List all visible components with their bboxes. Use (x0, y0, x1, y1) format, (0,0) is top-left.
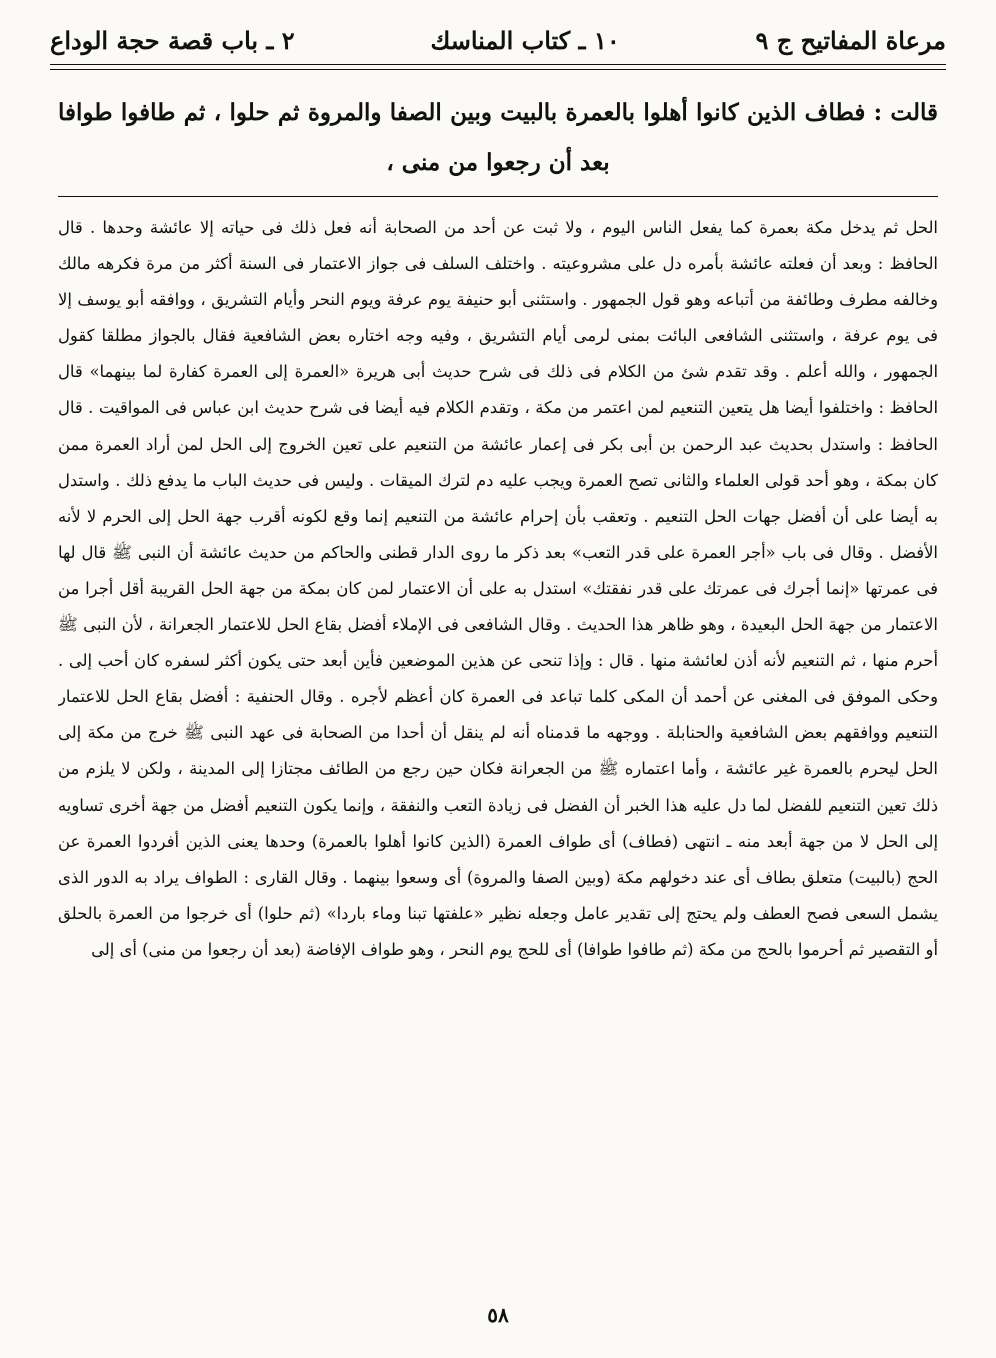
header-rule-top (50, 64, 946, 65)
header-book-title: مرعاة المفاتيح ج ٩ (755, 25, 946, 55)
header-chapter: ١٠ ـ كتاب المناسك (430, 25, 620, 55)
header-section: ٢ ـ باب قصة حجة الوداع (50, 25, 295, 55)
hadith-text: قالت : فطاف الذين كانوا أهلوا بالعمرة بالبيت وبين الصفا والمروة ثم حلوا ، ثم طافوا طوافا بعد أن رجعوا من منى ، (58, 99, 938, 176)
commentary-body (58, 210, 938, 1280)
page-number: ٥٨ (487, 1303, 509, 1327)
commentary-paragraph: الحل ثم يدخل مكة بعمرة كما يفعل الناس اليوم ، ولا ثبت عن أحد من الصحابة أنه فعل ذلك فى حياته إلا عائشة وحدها . قال الحافظ : وبعد أن فعلته عائشة بأمره دل على مشروعيته . واختلف السلف فى جواز الاعتمار فى السنة أكثر من مرة فكرهه مالك وخالفه مطرف وطائفة من أتباعه وهو قول الجمهور . واستثنى أبو حنيفة يوم عرفة ويوم النحر وأيام التشريق ، ووافقه أبو يوسف إلا فى يوم عرفة ، واستثنى الشافعى البائت بمنى لرمى أيام التشريق ، وفيه وجه اختاره بعض الشافعية فقال بالجواز مطلقا كقول الجمهور ، والله أعلم . وقد تقدم شئ من الكلام فى ذلك فى شرح حديث أبى هريرة «العمرة إلى العمرة كفارة لما بينهما» قال الحافظ : واختلفوا أيضا هل يتعين التنعيم لمن اعتمر من مكة ، وتقدم الكلام فيه أيضا فى شرح حديث ابن عباس فى المواقيت . قال الحافظ : واستدل بحديث عبد الرحمن بن أبى بكر فى إعمار عائشة من التنعيم على تعين الخروج إلى الحل لمن أراد العمرة ممن كان بمكة ، وهو أحد قولى العلماء والثانى تصح العمرة ويجب عليه دم لترك الميقات . وليس فى حديث الباب ما يدفع ذلك . واستدل به أيضا على أن أفضل جهات الحل التنعيم . وتعقب بأن إحرام عائشة من التنعيم إنما وقع لكونه أقرب جهة الحل إلى الحرم لا لأنه الأفضل . وقال فى باب «أجر العمرة على قدر التعب» بعد ذكر ما روى الدار قطنى والحاكم من حديث عائشة أن النبى ﷺ قال لها فى عمرتها «إنما أجرك فى عمرتك على قدر نفقتك» استدل به على أن الاعتمار لمن كان بمكة من جهة الحل القريبة أقل أجرا من الاعتمار من جهة الحل البعيدة ، وهو ظاهر هذا الحديث . وقال الشافعى فى الإملاء أفضل بقاع الحل للاعتمار الجعرانة ، لأن النبى ﷺ أحرم منها ، ثم التنعيم لأنه أذن لعائشة منها . قال : وإذا تنحى عن هذين الموضعين فأين أبعد حتى يكون أكثر لسفره كان أحب إلى . وحكى الموفق فى المغنى عن أحمد أن المكى كلما تباعد فى العمرة كان أعظم لأجره . وقال الحنفية : أفضل بقاع الحل للاعتمار التنعيم ووافقهم بعض الشافعية والحنابلة . ووجهه ما قدمناه أنه لم ينقل أن أحدا من الصحابة فى عهد النبى ﷺ خرج من مكة إلى الحل ليحرم بالعمرة غير عائشة ، وأما اعتماره ﷺ من الجعرانة فكان حين رجع من الطائف مجتازا إلى المدينة ، ولكن لا يلزم من ذلك تعين التنعيم للفضل لما دل عليه هذا الخبر أن الفضل فى زيادة التعب والنفقة ، وإنما يكون التنعيم أفضل من جهة أخرى تساويه إلى الحل لا من جهة أبعد منه ـ انتهى (فطاف) أى طواف العمرة (الذين كانوا أهلوا بالعمرة) وحدها يعنى الذين أفردوا العمرة عن الحج (بالبيت) متعلق بطاف أى عند دخولهم مكة (وبين الصفا والمروة) أى وسعوا بينهما . وقال القارى : الطواف يراد به الدور الذى يشمل السعى فصح العطف ولم يحتج إلى تقدير عامل وجعله نظير «علفتها تبنا وماء باردا» (ثم حلوا) أى خرجوا من العمرة بالحلق أو التقصير ثم أحرموا بالحج من مكة (ثم طافوا طوافا) أى للحج يوم النحر ، وهو طواف الإفاضة (بعد أن رجعوا من منى) أى إلى (58, 218, 938, 959)
header-rule-bottom (50, 69, 946, 70)
separator-rule (58, 196, 938, 197)
running-header (50, 18, 946, 62)
